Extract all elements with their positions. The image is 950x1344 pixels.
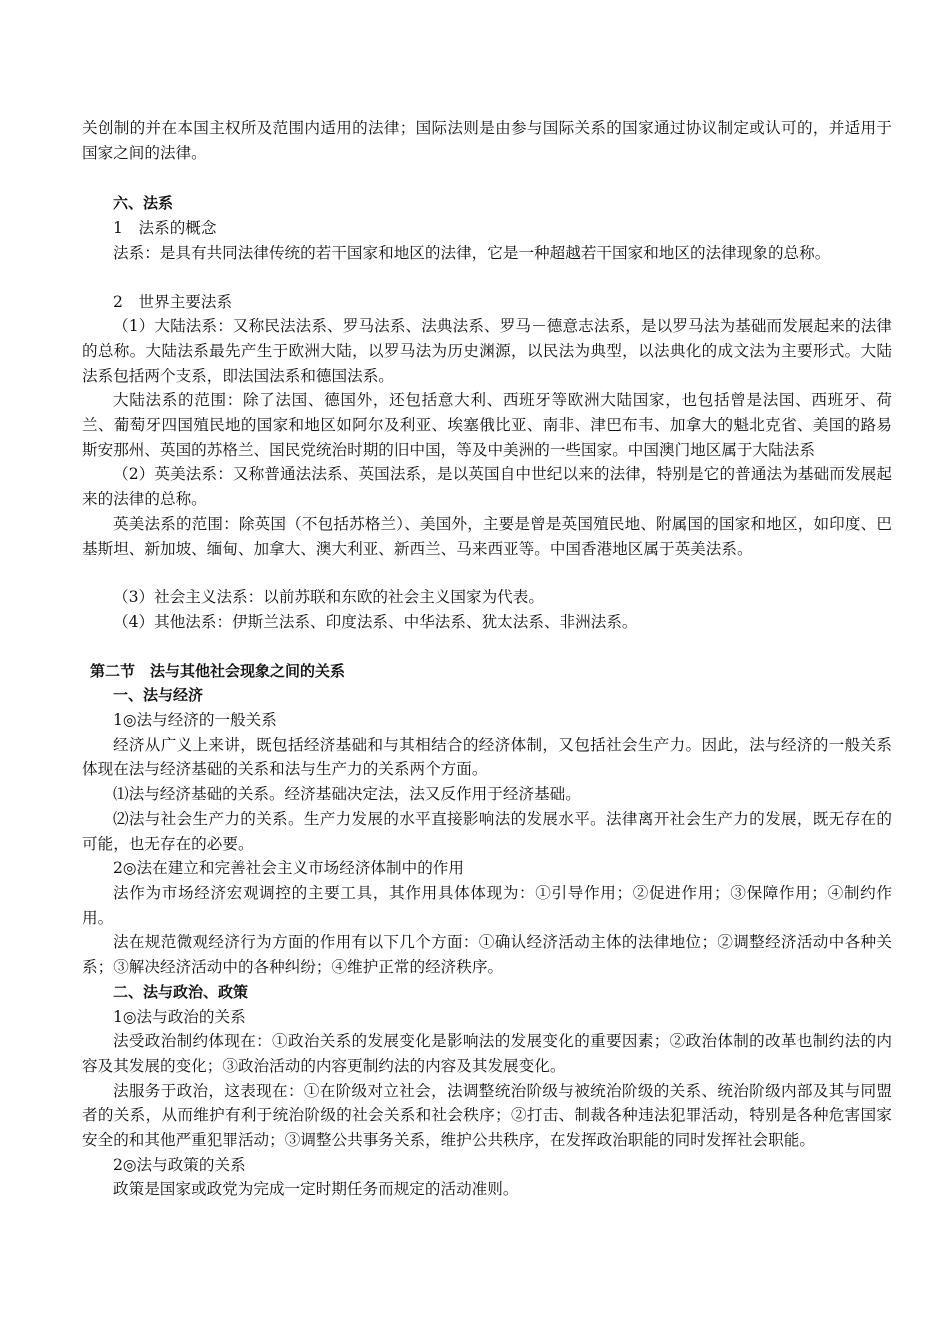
document-page bbox=[82, 116, 892, 1202]
paragraph-intl-law: 关创制的并在本国主权所及范围内适用的法律；国际法则是由参与国际关系的国家通过协议制定或认可的，并适用于国家之间的法律。 bbox=[82, 119, 892, 162]
subheading-law-politics: 1◎法与政治的关系 bbox=[113, 1007, 246, 1026]
paragraph-political-constraint: 法受政治制约体现在：①政治关系的发展变化是影响法的发展变化的重要因素；②政治体制的改革也制约法的内容及其发展的变化；③政治活动的内容更制约法的内容及其发展变化。 bbox=[82, 1032, 892, 1075]
heading-law-economy: 一、法与经济 bbox=[113, 686, 204, 705]
paragraph-continental-scope: 大陆法系的范围：除了法国、德国外，还包括意大利、西班牙等欧洲大陆国家，也包括曾是法国、西班牙、荷兰、葡萄牙四国殖民地的国家和地区如阿尔及利亚、埃塞俄比亚、南非、津巴布韦、加拿大的魁北克省、美国的路易斯安那州、英国的苏格兰、国民党统治时期的旧中国，等及中美洲的一些国家。中国澳门地区属于大陆法系 bbox=[82, 391, 892, 459]
paragraph-definition: 法系：是具有共同法律传统的若干国家和地区的法律，它是一种超越若干国家和地区的法律现象的总称。 bbox=[113, 243, 831, 262]
subheading-market-economy: 2◎法在建立和完善社会主义市场经济体制中的作用 bbox=[113, 859, 464, 878]
paragraph-other-law: （4）其他法系：伊斯兰法系、印度法系、中华法系、犹太法系、非洲法系。 bbox=[113, 612, 638, 631]
paragraph-economy-general: 经济从广义上来讲，既包括经济基础和与其相结合的经济体制，又包括社会生产力。因此，法与经济的一般关系体现在法与经济基础的关系和法与生产力的关系两个方面。 bbox=[82, 735, 892, 779]
paragraph-macro-control: 法作为市场经济宏观调控的主要工具，其作用具体体现为：①引导作用；②促进作用；③保障作用；④制约作用。 bbox=[82, 883, 892, 927]
paragraph-continental-law: （1）大陆法系：又称民法法系、罗马法系、法典法系、罗马－德意志法系，是以罗马法为基础而发展起来的法律的总称。大陆法系最先产生于欧洲大陆，以罗马法为历史渊源，以民法为典型，以法典化的成文法为主要形式。大陆法系包括两个支系，即法国法系和德国法系。 bbox=[82, 317, 892, 385]
paragraph-law-serves-politics: 法服务于政治，这表现在：①在阶级对立社会，法调整统治阶级与被统治阶级的关系、统治阶级内部及其与同盟者的关系，从而维护有利于统治阶级的社会关系和社会秩序；②打击、制裁各种违法犯罪活动，特别是各种危害国家安全的和其他严重犯罪活动；③调整公共事务关系，维护公共秩序，在发挥政治职能的同时发挥社会职能。 bbox=[82, 1081, 892, 1150]
paragraph-anglo-american-scope: 英美法系的范围：除英国（不包括苏格兰）、美国外，主要是曾是英国殖民地、附属国的国家和地区，如印度、巴基斯坦、新加坡、缅甸、加拿大、澳大利亚、新西兰、马来西亚等。中国香港地区属于英美法系。 bbox=[82, 514, 892, 558]
subheading-general-relation: 1◎法与经济的一般关系 bbox=[113, 711, 277, 730]
heading-legal-family: 六、法系 bbox=[113, 194, 174, 213]
heading-law-politics: 二、法与政治、政策 bbox=[113, 982, 249, 1001]
subheading-concept: 1 法系的概念 bbox=[113, 219, 217, 238]
subheading-major-families: 2 世界主要法系 bbox=[113, 292, 233, 311]
paragraph-anglo-american-law: （2）英美法系：又称普通法法系、英国法系，是以英国自中世纪以来的法律，特别是它的普通法为基础而发展起来的法律的总称。 bbox=[82, 465, 892, 509]
section-title: 第二节 法与其他社会现象之间的关系 bbox=[90, 661, 346, 680]
paragraph-productive-forces: ⑵法与社会生产力的关系。生产力发展的水平直接影响法的发展水平。法律离开社会生产力的发展，既无存在的可能，也无存在的必要。 bbox=[82, 809, 892, 853]
paragraph-socialist-law: （3）社会主义法系：以前苏联和东欧的社会主义国家为代表。 bbox=[113, 588, 544, 607]
paragraph-economic-base: ⑴法与经济基础的关系。经济基础决定法，法又反作用于经济基础。 bbox=[113, 785, 581, 804]
subheading-law-policy: 2◎法与政策的关系 bbox=[113, 1155, 246, 1174]
paragraph-micro-behavior: 法在规范微观经济行为方面的作用有以下几个方面：①确认经济活动主体的法律地位；②调整经济活动中各种关系；③解决经济活动中的各种纠纷；④维护正常的经济秩序。 bbox=[82, 933, 892, 977]
paragraph-policy-definition: 政策是国家或政党为完成一定时期任务而规定的活动准则。 bbox=[113, 1180, 519, 1199]
